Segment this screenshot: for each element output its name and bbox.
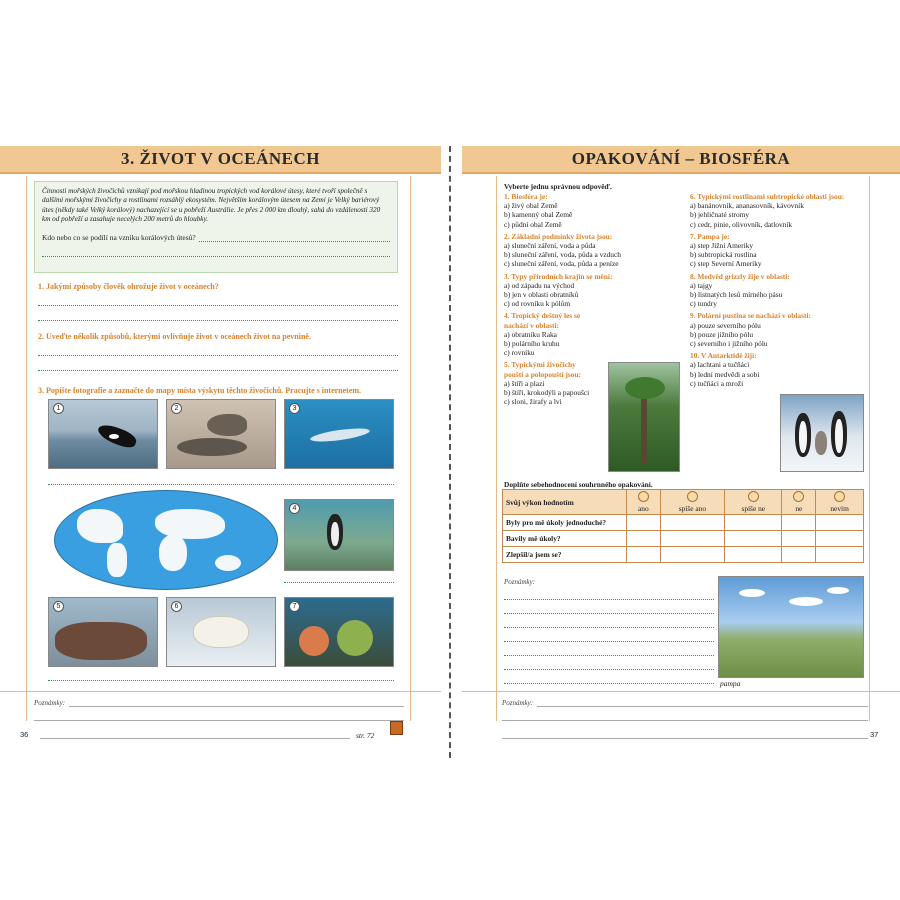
answer-option[interactable]: a) step Jižní Ameriky [690,241,754,251]
answer-option[interactable]: a) banánovník, ananasovník, kávovník [690,201,804,211]
answer-line[interactable] [42,248,390,257]
page-fold [449,146,451,758]
photo-number: 5 [53,601,64,612]
unsure-face-icon: nevím [816,490,864,515]
pampa-photo [718,576,864,678]
answer-line[interactable] [38,362,398,371]
quiz-question: 2. Základní podmínky života jsou: a) sluneční záření, voda a půda b) sluneční záření, voda, půda a vzduch c) sluneční záření, voda, půda a peníze [504,232,684,269]
table-row: Bavily mě úkoly? [503,531,864,547]
answer-line[interactable] [38,312,398,321]
answer-option[interactable]: c) sluneční záření, voda, půda a peníze [504,259,619,269]
eval-cell[interactable] [816,515,864,531]
eval-cell[interactable] [660,547,724,563]
answer-option[interactable]: c) step Severní Ameriky [690,259,762,269]
eval-cell[interactable] [816,547,864,563]
quiz-question: 6. Typickými rostlinami subtropické oblasti jsou: a) banánovník, ananasovník, kávovník b) jehličnaté stromy c) cedr, pinie, olivovník, datlovník [690,192,865,229]
photo-number: 2 [171,403,182,414]
eval-cell[interactable] [782,547,816,563]
quiz-question: 10. V Antarktidě žijí: a) lachtani a tučňáci b) lední medvědi a sobi c) tučňáci a mroži [690,351,785,388]
page-title: OPAKOVÁNÍ – BIOSFÉRA [462,146,900,174]
answer-option[interactable]: a) obratníku Raka [504,329,557,339]
world-map[interactable] [54,490,278,590]
photo-number: 1 [53,403,64,414]
book-icon [390,721,403,735]
answer-option[interactable]: b) sluneční záření, voda, půda a vzduch [504,250,621,260]
eval-cell[interactable] [816,531,864,547]
answer-line[interactable] [504,647,714,656]
intro-question: Kdo nebo co se podílí na vzniku korálových útesů? [42,232,196,242]
page-title: 3. ŽIVOT V OCEÁNECH [0,146,441,174]
photo-number: 7 [289,601,300,612]
eval-cell[interactable] [725,531,782,547]
answer-line[interactable] [284,574,394,583]
answer-option[interactable]: b) štíři, krokodýli a papoušci [504,388,590,398]
answer-option[interactable]: b) pouze jižního pólu [690,329,754,339]
question-text: 2. Uveďte několik způsobů, kterými ovlivňuje život v oceánech život na pevnině. [38,332,311,341]
answer-option[interactable]: a) tajgy [690,280,713,290]
eval-cell[interactable] [782,531,816,547]
answer-option[interactable]: a) od západu na východ [504,280,575,290]
rainforest-photo [608,362,680,472]
orca-photo [48,399,158,469]
page-number: 37 [870,730,879,739]
answer-line[interactable] [48,476,394,485]
table-header: Svůj výkon hodnotím [503,490,627,515]
right-page [462,146,900,756]
photo-number: 6 [171,601,182,612]
coral-reef-photo [284,597,394,667]
sad-face-icon: ne [782,490,816,515]
answer-option[interactable]: a) živý obal Země [504,201,558,211]
answer-line[interactable] [48,672,394,681]
answer-line[interactable] [504,675,714,684]
answer-option[interactable]: a) štíři a plazi [504,378,545,388]
answer-option[interactable]: b) jen v oblasti obratníků [504,290,579,300]
question-2 [38,332,398,371]
answer-line[interactable] [38,297,398,306]
page-number: 36 [20,730,29,739]
notes-line[interactable] [502,720,868,721]
notes-box [504,578,714,684]
smiley-icon: ano [627,490,661,515]
answer-line[interactable] [38,347,398,356]
answer-option[interactable]: b) kamenný obal Země [504,210,573,220]
answer-option[interactable]: b) lední medvědi a sobi [690,369,760,379]
answer-option[interactable]: c) rovníku [504,348,535,358]
quiz-question: 7. Pampa je: a) step Jižní Ameriky b) subtropická rostlina c) step Severní Ameriky [690,232,865,269]
photo-number: 4 [289,503,300,514]
answer-line[interactable] [504,661,714,670]
eval-cell[interactable] [660,531,724,547]
answer-option[interactable]: b) subtropická rostlina [690,250,757,260]
answer-option[interactable]: c) od rovníku k pólům [504,299,571,309]
answer-line[interactable] [504,591,714,600]
sea-lion-photo [166,399,276,469]
self-eval-heading: Doplňte sebehodnocení souhrnného opakování. [504,480,653,489]
answer-line[interactable] [504,605,714,614]
polar-bear-photo [166,597,276,667]
intro-text: Činnosti mořských živočichů vznikají pod mořskou hladinou tropických vod korálové útesy, které tvoří společně s dalšími mořskými živočichy a rostlinami rozsáhlý ekosystém. Největším korálovým útesem na Zemi je Velký bariérový útes (někdy také Velký korálový) nachazející se u pobřeží Austrálie. Je přes 2 000 km dlouhý, sahá do vzdálenosti 320 km od pobřeží a zasahuje necelých 200 metrů do hloubky. [42,187,381,224]
table-row: Zlepšil/a jsem se? [503,547,864,563]
photo-number: 3 [289,403,300,414]
answer-option[interactable]: a) pouze severního pólu [690,320,761,330]
answer-option[interactable]: c) sloni, žirafy a lvi [504,397,562,407]
penguin-photo [284,499,394,571]
answer-option[interactable]: c) tundry [690,299,717,309]
smiley-icon: spíše ano [660,490,724,515]
answer-line[interactable] [504,619,714,628]
quiz-question: 8. Medvěd grizzly žije v oblasti: a) tajgy b) listnatých lesů mírného pásu c) tundry [690,272,865,309]
notes [502,699,868,707]
page-reference: str. 72 [356,731,375,740]
answer-option[interactable]: c) tučňáci a mroži [690,378,744,388]
notes-label: Poznámky: [504,578,536,586]
question-1 [38,282,398,321]
quiz-question: 9. Polární pustina se nachází v oblasti: a) pouze severního pólu b) pouze jižního pólu c) severního i jižního pólu [690,311,811,349]
questions-column-2 [690,192,865,388]
answer-option[interactable]: c) cedr, pinie, olivovník, datlovník [690,219,793,229]
eval-cell[interactable] [627,531,661,547]
answer-line[interactable] [504,633,714,642]
self-eval-table [502,489,864,563]
notes-label: Poznámky: [502,699,534,707]
answer-line[interactable] [199,233,390,242]
notes-label: Poznámky: [34,699,66,707]
eval-cell[interactable] [725,515,782,531]
eval-cell[interactable] [660,515,724,531]
question-3: 3. Popište fotografie a zaznačte do mapy místa výskytu těchto živočichů. Pracujte s internetem. [38,386,362,395]
photo-caption: pampa [720,679,741,688]
eval-cell[interactable] [627,547,661,563]
intro-box [34,181,398,273]
notes-line[interactable] [537,706,868,707]
table-row: Byly pro mě úkoly jednoduché? [503,515,864,531]
answer-option[interactable]: c) půdní obal Země [504,219,562,229]
answer-option[interactable]: b) listnatých lesů mírného pásu [690,290,783,300]
eval-cell[interactable] [627,515,661,531]
notes-line[interactable] [69,706,404,707]
shark-photo [284,399,394,469]
instruction: Vyberte jednu správnou odpověď. [504,182,612,191]
quiz-question: 1. Biosféra je: a) živý obal Země b) kamenný obal Země c) půdní obal Země [504,192,684,229]
notes-line[interactable] [34,720,404,721]
answer-option[interactable]: b) jehličnaté stromy [690,210,750,220]
quiz-question: 3. Typy přírodních krajin se mění: a) od západu na východ b) jen v oblasti obratníků c) od rovníku k pólům [504,272,684,309]
left-page [0,146,441,756]
eval-cell[interactable] [725,547,782,563]
quiz-question: 4. Tropický deštný les se nachází v oblasti: a) obratníku Raka b) polárního kruhu c) rovníku [504,311,604,357]
eval-cell[interactable] [782,515,816,531]
answer-option[interactable]: a) sluneční záření, voda a půda [504,241,596,251]
notes [34,699,404,707]
penguins-photo [780,394,864,472]
answer-option[interactable]: b) polárního kruhu [504,339,560,349]
walrus-photo [48,597,158,667]
answer-option[interactable]: c) severního i jižního pólu [690,339,768,349]
quiz-question: 5. Typickými živočichy pouští a polopouští jsou: a) štíři a plazi b) štíři, krokodýli a papoušci c) sloni, žirafy a lvi [504,360,594,406]
neutral-face-icon: spíše ne [725,490,782,515]
question-text: 1. Jakými způsoby člověk ohrožuje život v oceánech? [38,282,219,291]
answer-option[interactable]: a) lachtani a tučňáci [690,360,750,370]
